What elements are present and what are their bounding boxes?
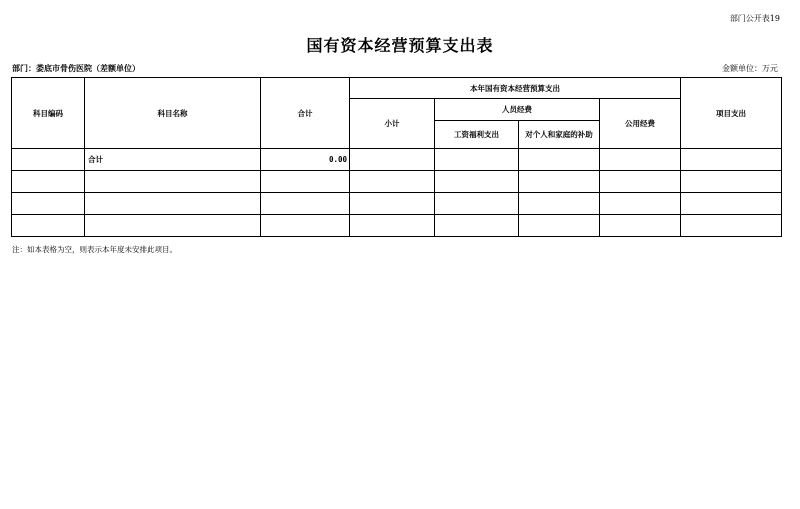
header-individual-family-subsidy: 对个人和家庭的补助 <box>519 121 600 149</box>
table-row <box>12 193 782 215</box>
table-row <box>12 171 782 193</box>
table-row <box>12 215 782 237</box>
header-subject-name: 科目名称 <box>85 78 261 149</box>
budget-table <box>11 77 782 237</box>
cell-name <box>85 171 261 193</box>
header-total: 合计 <box>261 78 350 149</box>
page-title: 国有资本经营预算支出表 <box>306 36 494 55</box>
cell-project <box>681 215 782 237</box>
cell-wages <box>435 215 519 237</box>
table-row <box>12 149 782 171</box>
cell-wages <box>435 149 519 171</box>
cell-wages <box>435 193 519 215</box>
cell-public <box>600 149 681 171</box>
unit-label: 金额单位：万元 <box>722 64 778 73</box>
cell-public <box>600 215 681 237</box>
cell-project <box>681 149 782 171</box>
cell-subsidy <box>519 171 600 193</box>
department-label: 部门：娄底市骨伤医院（差额单位） <box>12 63 140 73</box>
cell-total <box>261 171 350 193</box>
cell-project <box>681 171 782 193</box>
cell-name <box>85 215 261 237</box>
cell-public <box>600 171 681 193</box>
cell-wages <box>435 171 519 193</box>
cell-code <box>12 193 85 215</box>
cell-total <box>261 215 350 237</box>
cell-total <box>261 193 350 215</box>
cell-subsidy <box>519 149 600 171</box>
cell-subtotal <box>350 171 435 193</box>
cell-subtotal <box>350 215 435 237</box>
header-personnel-group: 人员经费 <box>435 99 600 121</box>
cell-subtotal <box>350 193 435 215</box>
header-subject-code: 科目编码 <box>12 78 85 149</box>
cell-name: 合计 <box>85 149 261 171</box>
cell-subtotal <box>350 149 435 171</box>
cell-project <box>681 193 782 215</box>
cell-public <box>600 193 681 215</box>
header-wages-welfare: 工资福利支出 <box>435 121 519 149</box>
header-project-expense: 项目支出 <box>681 78 782 149</box>
cell-total: 0.00 <box>261 149 350 171</box>
header-public-expense: 公用经费 <box>600 99 681 149</box>
header-subtotal: 小计 <box>350 99 435 149</box>
cell-name <box>85 193 261 215</box>
cell-code <box>12 215 85 237</box>
header-current-year-group: 本年国有资本经营预算支出 <box>350 78 681 99</box>
cell-subsidy <box>519 193 600 215</box>
cell-subsidy <box>519 215 600 237</box>
cell-code <box>12 171 85 193</box>
footnote: 注：如本表格为空，则表示本年度未安排此项目。 <box>12 245 177 254</box>
cell-code <box>12 149 85 171</box>
page-id-label: 部门公开表19 <box>729 14 780 23</box>
